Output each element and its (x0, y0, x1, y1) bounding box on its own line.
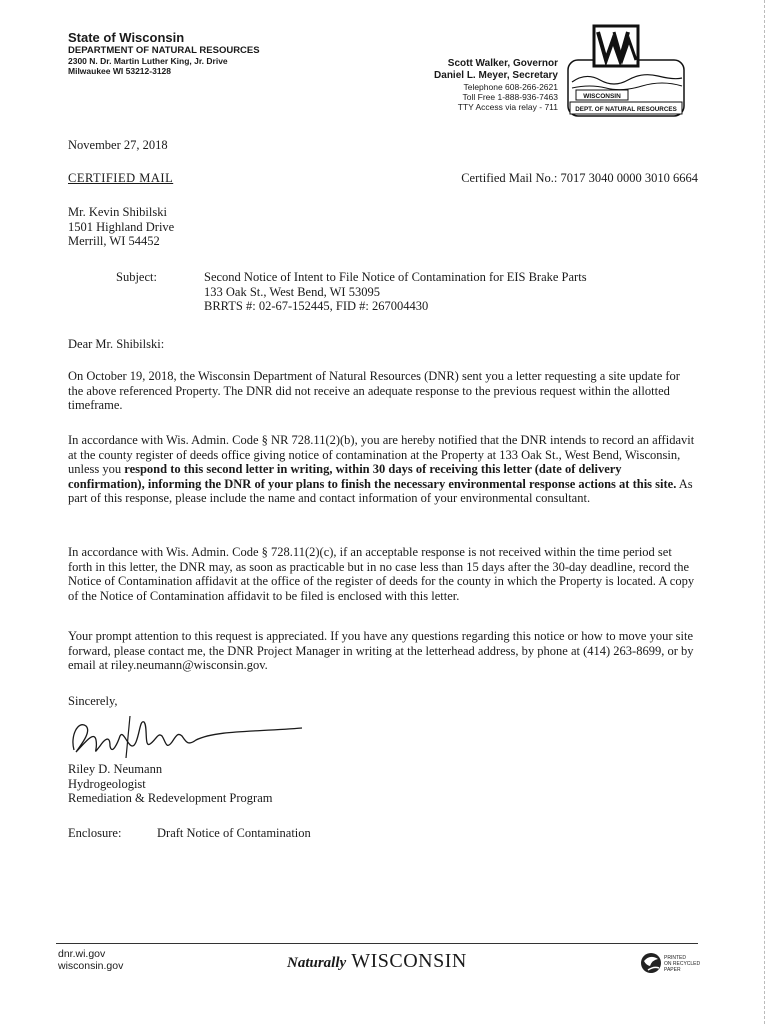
subject-line: Second Notice of Intent to File Notice of Contamination for EIS Brake Parts (204, 270, 587, 284)
footer-web-wisconsin: wisconsin.gov (58, 960, 124, 972)
recipient-address (68, 205, 174, 249)
secretary-name: Daniel L. Meyer, Secretary (434, 70, 558, 81)
signer-title: Hydrogeologist (68, 776, 146, 791)
letter-date: November 27, 2018 (68, 138, 168, 152)
paragraph-2-end: As part of this response, please include the name and contact information of your environmental consultant. (68, 476, 693, 505)
salutation: Dear Mr. Shibilski: (68, 337, 165, 351)
paragraph-2-bold: respond to this second letter in writing, within 30 days of receiving this letter (date of delivery confirmation), informing the DNR of your plans to finish the necessary environmental response actions at this site. (68, 462, 677, 491)
paragraph-1: On October 19, 2018, the Wisconsin Department of Natural Resources (DNR) sent you a letter requesting a site update for the above referenced Property. The DNR did not receive an adequate response to the previous request within the allotted timeframe. (68, 369, 680, 412)
badge-text-1: PRINTED (664, 955, 686, 961)
motto-naturally: Naturally (287, 955, 347, 971)
enclosure-label: Enclosure: (68, 826, 122, 840)
department-name: DEPARTMENT OF NATURAL RESOURCES (68, 45, 260, 56)
certified-mail-number: Certified Mail No.: 7017 3040 0000 3010 6664 (461, 171, 698, 185)
department-address-line1: 2300 N. Dr. Martin Luther King, Jr. Drive (68, 56, 228, 66)
paragraph-3: In accordance with Wis. Admin. Code § 728.11(2)(c), if an acceptable response is not received within the time period set forth in this letter, the DNR may, as soon as practicable but in no case less than 15 days after the 30-day deadline, record the Notice of Contamination affidavit at the office of the register of deeds for the county in which the Property is located. A copy of the Notice of Contamination affidavit to be filed is enclosed with this letter. (68, 545, 695, 603)
enclosure-value: Draft Notice of Contamination (157, 826, 311, 840)
department-address-line2: Milwaukee WI 53212-3128 (68, 66, 172, 76)
paragraph-2 (68, 433, 696, 506)
subject-lines (204, 270, 587, 314)
paragraph-4: Your prompt attention to this request is appreciated. If you have any questions regarding this notice or how to move your site forward, please contact me, the DNR Project Manager in writing at the letterhead address, by phone at (414) 263-8699, or by email at riley.neumann@wisconsin.gov. (68, 629, 694, 672)
footer-web-dnr: dnr.wi.gov (58, 948, 106, 960)
badge-text-3: PAPER (664, 967, 681, 973)
badge-text-2: ON RECYCLED (664, 961, 701, 967)
motto-wisconsin: WISCONSIN (351, 950, 467, 972)
letterhead-officials (434, 58, 558, 112)
signature-block (68, 762, 272, 806)
scan-edge-artifact (764, 0, 766, 1024)
footer-motto (287, 950, 467, 973)
logo-label-dept: DEPT. OF NATURAL RESOURCES (575, 106, 677, 113)
toll-free: Toll Free 1-888-936-7463 (462, 92, 558, 102)
footer-websites (58, 948, 123, 972)
signer-program: Remediation & Redevelopment Program (68, 791, 273, 805)
closing: Sincerely, (68, 694, 118, 708)
recipient-street: 1501 Highland Drive (68, 219, 175, 234)
letterhead-agency (68, 30, 260, 76)
recipient-name: Mr. Kevin Shibilski (68, 205, 167, 219)
handwritten-signature (66, 706, 306, 762)
telephone: Telephone 608-266-2621 (463, 82, 558, 92)
paragraph-2-intro: In accordance with Wis. Admin. Code § NR 728.11(2)(b), you are hereby notified that the DNR intends to record an affidavit at the county register of deeds office giving notice of contamination at the Property at 133 Oak St., West Bend, Wisconsin, unless you (68, 433, 695, 476)
dnr-logo (566, 24, 686, 120)
recipient-city: Merrill, WI 54452 (68, 234, 160, 248)
footer-divider (56, 943, 698, 944)
certified-mail-label: CERTIFIED MAIL (68, 171, 174, 185)
subject-line: BRRTS #: 02-67-152445, FID #: 267004430 (204, 299, 429, 313)
subject-label: Subject: (116, 270, 157, 284)
tty: TTY Access via relay - 711 (457, 102, 558, 112)
governor-name: Scott Walker, Governor (447, 58, 558, 69)
state-name: State of Wisconsin (68, 30, 185, 45)
recycled-paper-badge (640, 950, 710, 976)
subject-line: 133 Oak St., West Bend, WI 53095 (204, 284, 380, 299)
signer-name: Riley D. Neumann (68, 762, 163, 776)
logo-label-wisconsin: WISCONSIN (583, 93, 621, 100)
